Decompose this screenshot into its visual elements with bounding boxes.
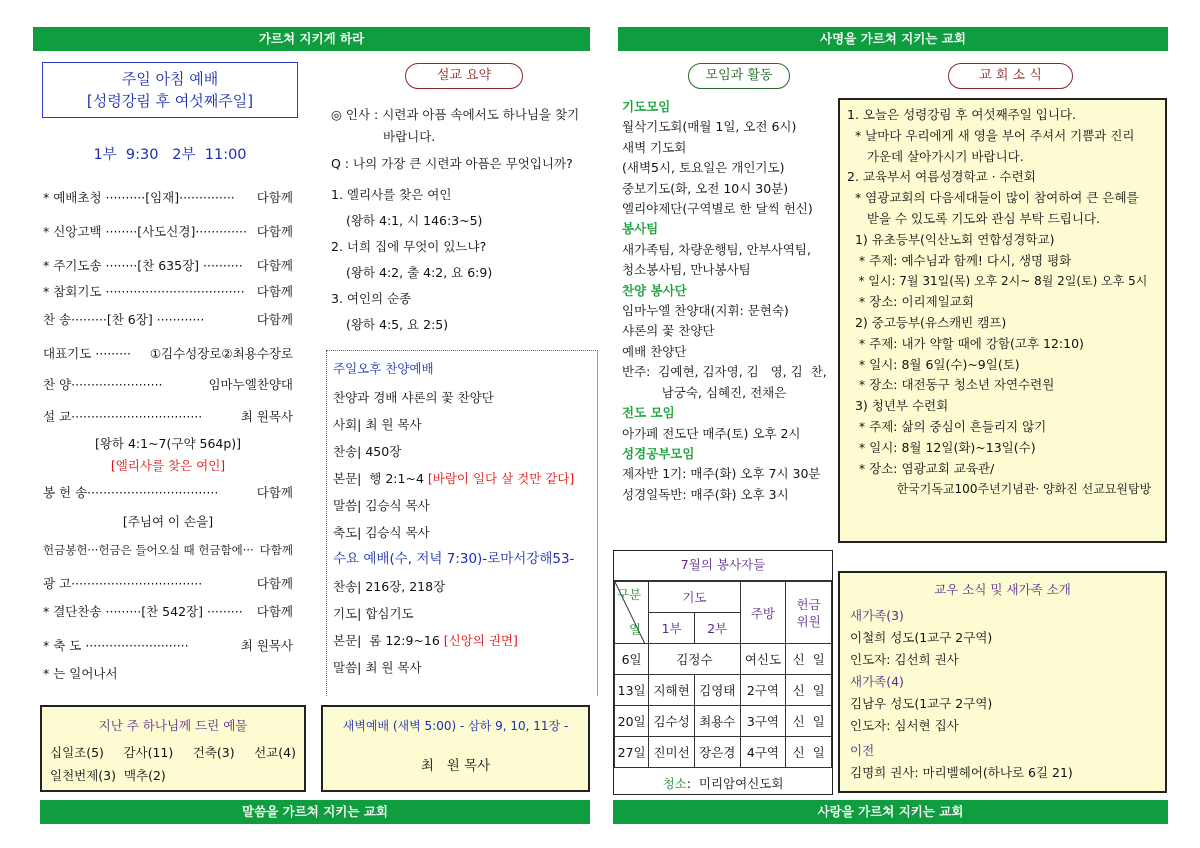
afternoon-line: 말씀| 김승식 목사	[333, 498, 430, 513]
volunteers-table	[614, 581, 832, 768]
order-row: * 주기도송 ········[찬 635장] ·········· 다함께	[43, 258, 293, 273]
news-box	[838, 98, 1167, 543]
afternoon-line: 찬송| 450장	[333, 444, 402, 459]
afternoon-line: 찬양과 경배 샤론의 꽃 찬양단	[333, 390, 494, 405]
members-title: 교우 소식 및 새가족 소개	[934, 582, 1071, 597]
news-header: 교 회 소 식	[948, 63, 1073, 89]
volunteers-box	[613, 550, 833, 795]
wednesday-title: 수요 예배(수, 저녁 7:30)-로마서강해53-	[333, 551, 575, 567]
order-row: * 예배초청 ··········[임재]·············· 다함께	[43, 190, 293, 205]
member-line: 인도자: 김선희 권사	[850, 652, 959, 667]
order-row: * 신앙고백 ········[사도신경]············· 다함께	[43, 224, 293, 239]
col-header-p1: 1부	[649, 613, 695, 644]
order-row: 봉 헌 송································· 다함께	[43, 485, 293, 500]
new-family-1-title: 새가족(3)	[850, 608, 904, 623]
sermon-title: [엘리사를 찾은 여인]	[110, 458, 226, 473]
order-row: 대표기도 ········· ①김수성장로②최용수장로	[43, 346, 293, 361]
volunteers-title: 7월의 봉사자들	[614, 551, 832, 581]
member-line: 이철희 성도(1교구 2구역)	[850, 630, 993, 645]
order-row: 헌금봉헌···헌금은 들어오실 때 헌금함에··· 다함께	[43, 543, 293, 557]
order-row: 찬 양······················· 임마누엘찬양대	[43, 377, 293, 392]
worship-times: 1부 9:30 2부 11:00	[93, 147, 247, 163]
activity-section-title: 봉사팀	[622, 221, 659, 237]
activity-section-title: 찬양 봉사단	[622, 282, 687, 298]
members-box	[838, 571, 1167, 793]
news-lines: 1. 오늘은 성령강림 후 여섯째주일 입니다. * 날마다 우리에게 새 영을 부어 주셔서 기쁨과 진리 가운데 살아가시기 바랍니다. 2. 교육부서 여름성경학교 · 수련회 * 염광교회의 다음세대들이 많이 참여하여 큰 은혜를 받을 수 있도록 기도와 관심 부탁 드립니다. 1) 유초등부(익산노회 연합성경학교) * 주제: 예수님과 함께! 다시, 생명 평화 * 일시: 7월 31일(목) 오후 2시~ 8월 2일(토) 오후 5시 * 장소: 이리제일교회 2) 중고등부(유스캐빈 캠프) * 주제: 내가 약할 때에 강함(고후 12:10) * 일시: 8월 6일(수)~9일(토) * 장소: 대전동구 청소년 자연수련원 3) 청년부 수련회 * 주제: 삶의 중심이 흔들리지 않기 * 일시: 8월 12일(화)~13일(수) * 장소: 염광교회 교육관/ 한국기독교100주년기념관· 양화진 선교묘원탐방	[847, 107, 1152, 497]
band-top-right: 사명을 가르쳐 지키는 교회	[618, 27, 1168, 51]
new-family-2-title: 새가족(4)	[850, 674, 904, 689]
dawn-box	[321, 705, 590, 792]
table-row: 6일 김정수 여신도 신 일	[615, 644, 832, 675]
wednesday-line: 찬송| 216장, 218장	[333, 579, 446, 594]
band-bottom-right: 사랑을 가르쳐 지키는 교회	[613, 800, 1168, 824]
table-row: 13일 지해현 김영태 2구역 신 일	[615, 675, 832, 706]
member-line: 김남우 성도(1교구 2구역)	[850, 696, 993, 711]
afternoon-line: 사회| 최 원 목사	[333, 417, 422, 432]
table-row: 27일 진미선 장은경 4구역 신 일	[615, 737, 832, 768]
worship-subtitle: [성령강림 후 여섯째주일]	[86, 92, 254, 110]
move-title: 이전	[850, 743, 875, 758]
cleaning-line: 청소: 미리암여신도회	[662, 776, 784, 791]
activity-section-title: 전도 모임	[622, 405, 675, 421]
activities-header: 모임과 활동	[688, 63, 790, 89]
member-line: 인도자: 심서현 집사	[850, 718, 959, 733]
order-row: * 축 도 ·························· 최 원목사	[43, 638, 293, 653]
order-row: 찬 송·········[찬 6장] ············ 다함께	[43, 312, 293, 327]
wednesday-line: 말씀| 최 원 목사	[333, 660, 422, 675]
sermon-ref: [왕하 4:1~7(구약 564p)]	[94, 436, 242, 451]
dawn-leader: 최 원 목사	[420, 758, 491, 774]
offerings-box	[40, 705, 306, 792]
band-top-left: 가르쳐 지키게 하라	[33, 27, 590, 51]
col-header-offering: 헌금 위원	[786, 582, 832, 644]
activity-section-title: 기도모임	[622, 99, 671, 114]
col-header-kitchen: 주방	[740, 582, 786, 644]
wednesday-text: 본문| 롬 12:9~16 [신앙의 권면]	[333, 633, 518, 648]
worship-title-box	[42, 62, 298, 118]
col-header-p2: 2부	[694, 613, 740, 644]
afternoon-title: 주일오후 찬양예배	[333, 361, 434, 376]
afternoon-line: 축도| 김승식 목사	[333, 525, 430, 540]
sermon-summary-header: 설교 요약	[405, 63, 523, 89]
worship-title: 주일 아침 예배	[121, 70, 219, 88]
standing-note: * 는 일어나서	[43, 666, 118, 681]
dawn-title: 새벽예배 (새벽 5:00) - 삼하 9, 10, 11장 -	[342, 719, 569, 733]
table-row: 20일 김수성 최용수 3구역 신 일	[615, 706, 832, 737]
offering-hymn: [주님여 이 손을]	[122, 514, 214, 529]
activities-list: 기도모임 월삭기도회(매월 1일, 오전 6시) 새벽 기도회 (새벽5시, 토요일은 개인기도) 중보기도(화, 오전 10시 30분) 엘리야제단(구역별로 한 달씩 헌신) 봉사팀 새가족팀, 차량운행팀, 안부사역팀, 청소봉사팀, 만나봉사팀 찬양 봉사단 임마누엘 찬양대(지휘: 문현숙) 샤론의 꽃 찬양단 예배 찬양단 반주: 김예현, 김자영, 김 영, 김 찬, 남궁숙, 심혜진, 전채은 전도 모임 아가페 전도단 매주(토) 오후 2시 성경공부모임 제자반 1기: 매주(화) 오후 7시 30분 성경일독반: 매주(화) 오후 3시	[622, 99, 827, 502]
order-row: * 참회기도 ··································· 다함께	[43, 284, 293, 299]
offerings-line1: 십일조(5) 감사(11) 건축(3) 선교(4)	[50, 745, 296, 760]
afternoon-box	[326, 350, 598, 696]
order-row: * 결단찬송 ·········[찬 542장] ········· 다함께	[43, 604, 293, 619]
col-header-division: 구분 일	[615, 582, 649, 644]
col-header-prayer: 기도	[649, 582, 740, 613]
member-line: 김명희 권사: 마리벨헤어(하나로 6길 21)	[850, 765, 1073, 780]
band-bottom-left: 말씀을 가르쳐 지키는 교회	[40, 800, 590, 824]
order-row: 광 고································· 다함께	[43, 576, 293, 591]
order-row: 설 교································· 최 원목사	[43, 409, 293, 424]
wednesday-line: 기도| 합심기도	[333, 606, 414, 621]
afternoon-text: 본문| 행 2:1~4 [바람이 일다 살 것만 같다]	[333, 471, 575, 486]
offerings-title: 지난 주 하나님께 드린 예물	[98, 718, 248, 733]
activity-section-title: 성경공부모임	[622, 445, 695, 461]
sermon-summary: ◎ 인사 : 시련과 아픔 속에서도 하나님을 찾기 바랍니다. Q : 나의 가장 큰 시련과 아픔은 무엇입니까? 1. 엘리사를 찾은 여인 (왕하 4:1, 시 146:3~5) 2. 너희 집에 무엇이 있느냐? (왕하 4:2, 출 4:2, 요 6:9) 3. 여인의 순종 (왕하 4:5, 요 2:5)	[331, 107, 580, 332]
offerings-line2: 일천번제(3) 맥추(2)	[50, 768, 166, 783]
